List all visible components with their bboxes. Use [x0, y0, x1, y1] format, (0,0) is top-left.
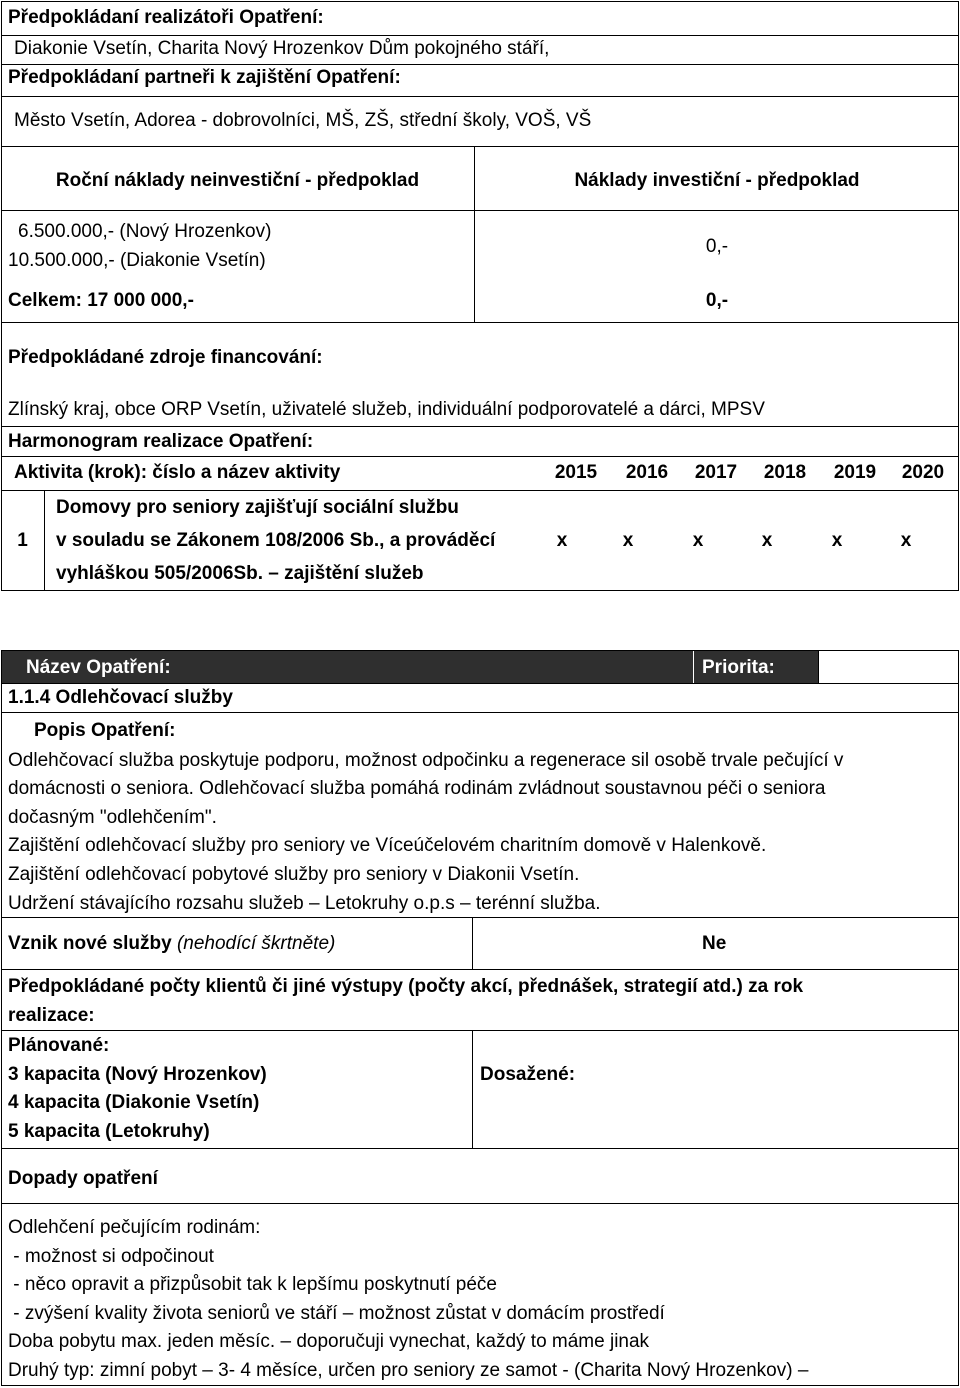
new-service-label-text: Vznik nové služby	[8, 933, 177, 954]
schedule-mark: x	[692, 530, 704, 551]
funding-value: Zlínský kraj, obce ORP Vsetín, uživatelé služeb, individuální podporovatelé a dárci, MPSV	[8, 399, 765, 420]
impacts-label: Dopady opatření	[8, 1168, 158, 1189]
year-header: 2019	[833, 462, 877, 483]
schedule-mark: x	[761, 530, 773, 551]
divider	[1, 146, 959, 147]
year-header: 2018	[763, 462, 807, 483]
new-service-note: (nehodící škrtněte)	[176, 933, 336, 954]
divider	[1, 1030, 959, 1031]
activity-line-1: Domovy pro seniory zajišťují sociální službu	[56, 497, 459, 518]
measure-name-label: Název Opatření:	[26, 657, 171, 678]
divider	[1, 322, 959, 323]
schedule-mark: x	[900, 530, 912, 551]
impacts-line: Doba pobytu max. jeden měsíc. – doporučuji vynechat, každý to máme jinak	[8, 1331, 650, 1352]
activity-header: Aktivita (krok): číslo a název aktivity	[14, 462, 341, 483]
implementers-label: Předpokládaní realizátoři Opatření:	[8, 7, 324, 28]
invest-header: Náklady investiční - předpoklad	[574, 170, 860, 191]
new-service-label	[8, 932, 335, 956]
priority-value-cell	[818, 651, 958, 683]
divider	[1, 210, 959, 211]
total-label: Celkem: 17 000 000,-	[8, 290, 194, 311]
new-service-value: Ne	[702, 933, 727, 954]
divider	[1, 456, 959, 457]
funding-label: Předpokládané zdroje financování:	[8, 347, 323, 368]
clients-label-line-1: Předpokládané počty klientů či jiné výstupy (počty akcí, přednášek, strategií atd.) za rok	[8, 976, 804, 997]
divider	[1, 64, 959, 65]
description-line: domácnosti o seniora. Odlehčovací služba pomáhá rodinám zvládnout soustavnou péči o seniora	[8, 778, 826, 799]
year-header: 2015	[554, 462, 598, 483]
priority-label: Priorita:	[702, 657, 775, 678]
invest-value: 0,-	[705, 236, 729, 257]
planned-line: 5 kapacita (Letokruhy)	[8, 1121, 210, 1142]
partners-value: Město Vsetín, Adorea - dobrovolníci, MŠ, ZŠ, střední školy, VOŠ, VŠ	[14, 110, 592, 131]
divider	[1, 917, 959, 918]
achieved-label: Dosažené:	[480, 1064, 576, 1085]
measure-title: 1.1.4 Odlehčovací služby	[8, 687, 233, 708]
year-header: 2020	[901, 462, 945, 483]
description-line: Udržení stávajícího rozsahu služeb – Letokruhy o.p.s – terénní služba.	[8, 893, 601, 914]
divider	[472, 1030, 473, 1148]
activity-line-2: v souladu se Zákonem 108/2006 Sb., a prováděcí	[56, 530, 496, 551]
impacts-line: Odlehčení pečujícím rodinám:	[8, 1217, 261, 1238]
divider	[1, 426, 959, 427]
year-header: 2017	[694, 462, 738, 483]
divider	[1, 1203, 959, 1204]
impacts-line: - možnost si odpočinout	[8, 1246, 214, 1267]
description-line: Zajištění odlehčovací pobytové služby pro seniory v Diakonii Vsetín.	[8, 864, 580, 885]
noninvest-line-2: 10.500.000,- (Diakonie Vsetín)	[8, 250, 266, 271]
divider	[1, 35, 959, 36]
divider	[472, 917, 473, 969]
planned-line: 3 kapacita (Nový Hrozenkov)	[8, 1064, 267, 1085]
divider	[818, 651, 819, 683]
schedule-mark: x	[622, 530, 634, 551]
schedule-label: Harmonogram realizace Opatření:	[8, 431, 314, 452]
divider	[693, 651, 694, 683]
activity-number: 1	[17, 530, 28, 551]
impacts-line: - zvýšení kvality života seniorů ve stáří – možnost zůstat v domácím prostředí	[8, 1303, 665, 1324]
planned-label: Plánované:	[8, 1035, 110, 1056]
clients-label-line-2: realizace:	[8, 1005, 95, 1026]
impacts-line: - něco opravit a přizpůsobit tak k lepšímu poskytnutí péče	[8, 1274, 497, 1295]
impacts-line: Druhý typ: zimní pobyt – 3- 4 měsíce, určen pro seniory ze samot - (Charita Nový Hrozenkov) –	[8, 1360, 809, 1381]
description-line: Zajištění odlehčovací služby pro seniory ve Víceúčelovém charitním domově v Halenkově.	[8, 835, 767, 856]
activity-line-3: vyhláškou 505/2006Sb. – zajištění služeb	[56, 563, 424, 584]
divider	[1, 1148, 959, 1149]
partners-label: Předpokládaní partneři k zajištění Opatření:	[8, 67, 401, 88]
divider	[1, 490, 959, 491]
divider	[1, 712, 959, 713]
total-invest: 0,-	[705, 290, 729, 311]
schedule-mark: x	[556, 530, 568, 551]
implementers-value: Diakonie Vsetín, Charita Nový Hrozenkov Dům pokojného stáří,	[14, 38, 550, 59]
noninvest-header: Roční náklady neinvestiční - předpoklad	[55, 170, 420, 191]
schedule-mark: x	[831, 530, 843, 551]
description-line: dočasným "odlehčením".	[8, 807, 217, 828]
planned-line: 4 kapacita (Diakonie Vsetín)	[8, 1092, 260, 1113]
year-header: 2016	[625, 462, 669, 483]
description-label: Popis Opatření:	[34, 720, 176, 741]
description-line: Odlehčovací služba poskytuje podporu, možnost odpočinku a regenerace sil osobě trvale pečující v	[8, 750, 844, 771]
divider	[1, 683, 959, 684]
divider	[1, 969, 959, 970]
divider	[44, 490, 45, 591]
divider	[1, 96, 959, 97]
noninvest-line-1: 6.500.000,- (Nový Hrozenkov)	[18, 221, 272, 242]
